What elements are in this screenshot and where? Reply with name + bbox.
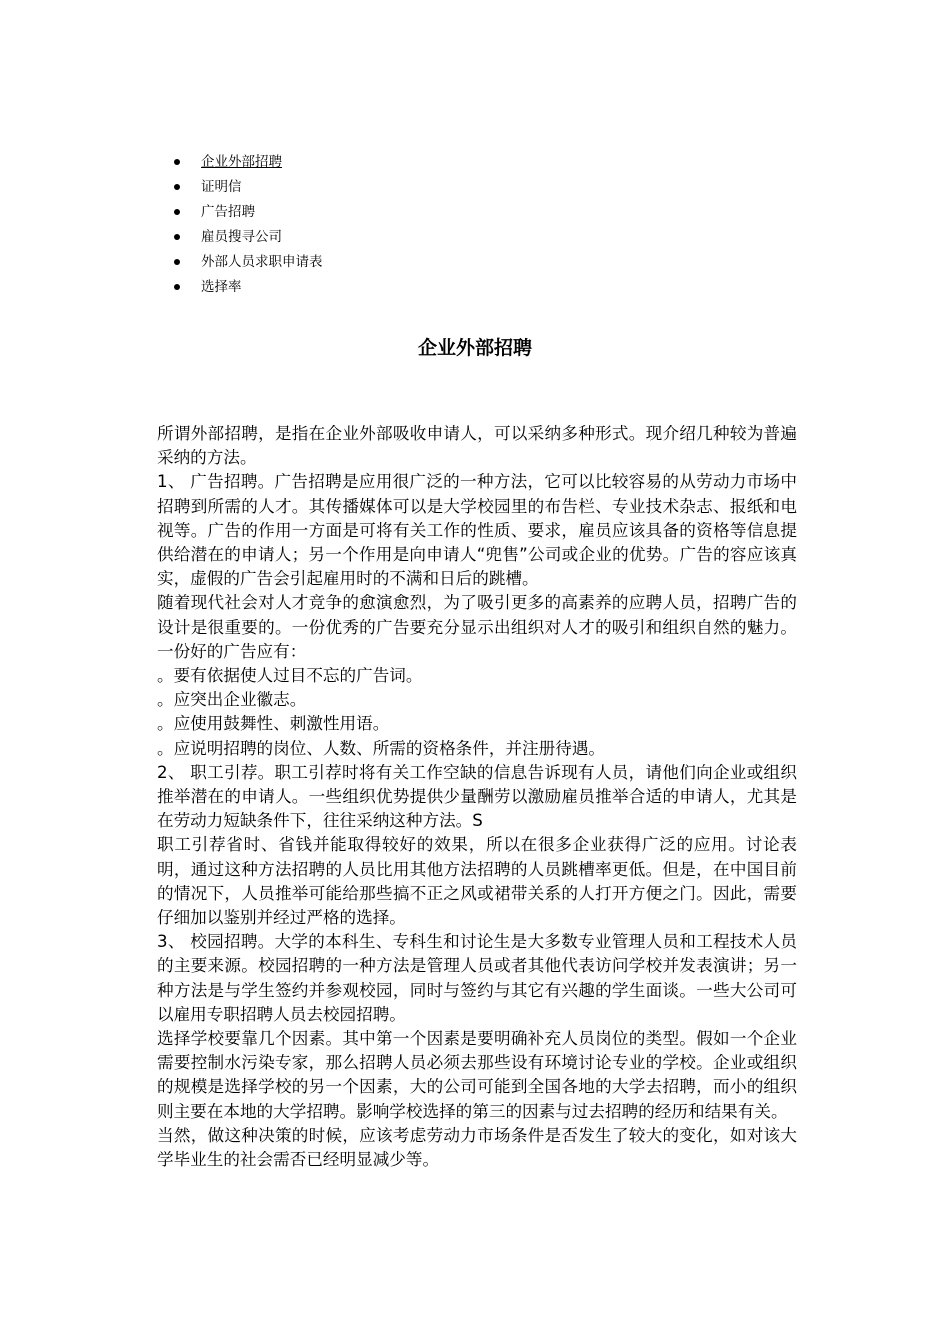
toc-item[interactable] <box>174 175 323 200</box>
paragraph-market-conditions: 当然，做这种决策的时候，应该考虑劳动力市场条件是否发生了较大的变化，如对该大学毕业生的社会需否已经明显减少等。 <box>157 1125 797 1170</box>
page-title: 企业外部招聘 <box>417 337 532 359</box>
toc-link-application-form[interactable]: 外部人员求职申请表 <box>201 254 323 270</box>
paragraph-ad-design: 随着现代社会对人才竞争的愈演愈烈，为了吸引更多的高素养的应聘人员，招聘广告的设计是很重要的。一份优秀的广告要充分显示出组织对人才的吸引和组织自然的魅力。一份好的广告应有： <box>157 593 797 661</box>
toc-link-certificate[interactable]: 证明信 <box>201 179 242 195</box>
toc-link-ad-recruitment[interactable]: 广告招聘 <box>201 204 255 220</box>
paragraph-ad-recruitment: 1、 广告招聘。广告招聘是应用很广泛的一种方法，它可以比较容易的从劳动力市场中招聘到所需的人才。其传播媒体可以是大学校园里的布告栏、专业技术杂志、报纸和电视等。广告的作用一方面是可将有关工作的性质、要求，雇员应该具备的资格等信息提供给潜在的申请人；另一个作用是向申请人“兜售”公司或企业的优势。广告的容应该真实，虚假的广告会引起雇用时的不满和日后的跳槽。 <box>157 472 797 589</box>
paragraph-ad-point-1: 。要有依据使人过目不忘的广告词。 <box>157 666 423 686</box>
toc-link-employee-search-company[interactable]: 雇员搜寻公司 <box>201 229 282 245</box>
paragraph-employee-referral: 2、 职工引荐。职工引荐时将有关工作空缺的信息告诉现有人员，请他们向企业或组织推举潜在的申请人。一些组织优势提供少量酬劳以激励雇员推举合适的申请人，尤其是在劳动力短缺条件下，往往采纳这种方法。S <box>157 762 797 831</box>
paragraph-school-selection: 选择学校要靠几个因素。其中第一个因素是要明确补充人员岗位的类型。假如一个企业需要控制水污染专家，那么招聘人员必须去那些设有环境讨论专业的学校。企业或组织的规模是选择学校的另一个因素，大的公司可能到全国各地的大学去招聘，而小的组织则主要在本地的大学招聘。影响学校选择的第三的因素与过去招聘的经历和结果有关。 <box>157 1029 797 1121</box>
paragraph-ad-point-4: 。应说明招聘的岗位、人数、所需的资格条件，并注册待遇。 <box>157 738 606 758</box>
paragraph-intro: 所谓外部招聘，是指在企业外部吸收申请人，可以采纳多种形式。现介绍几种较为普遍采纳的方法。 <box>157 424 797 468</box>
document-body <box>157 422 797 1172</box>
toc-item[interactable] <box>174 275 323 300</box>
paragraph-ad-point-3: 。应使用鼓舞性、刺激性用语。 <box>157 714 390 734</box>
toc-link-external-recruitment[interactable]: 企业外部招聘 <box>201 154 282 170</box>
toc-item[interactable] <box>174 150 323 175</box>
toc-link-selection-rate[interactable]: 选择率 <box>201 279 242 295</box>
paragraph-ad-point-2: 。应突出企业徽志。 <box>157 690 307 710</box>
paragraph-referral-benefits: 职工引荐省时、省钱并能取得较好的效果，所以在很多企业获得广泛的应用。讨论表明，通过这种方法招聘的人员比用其他方法招聘的人员跳槽率更低。但是，在中国目前的情况下，人员推举可能给那些搞不正之风或裙带关系的人打开方便之门。因此，需要仔细加以鉴别并经过严格的选择。 <box>157 835 797 928</box>
toc-item[interactable] <box>174 225 323 250</box>
table-of-contents <box>174 150 323 300</box>
paragraph-campus-recruitment: 3、 校园招聘。大学的本科生、专科生和讨论生是大多数专业管理人员和工程技术人员的主要来源。校园招聘的一种方法是管理人员或者其他代表访问学校并发表演讲；另一种方法是与学生签约并参观校园，同时与签约与其它有兴趣的学生面谈。一些大公司可以雇用专职招聘人员去校园招聘。 <box>157 932 797 1024</box>
toc-item[interactable] <box>174 250 323 275</box>
toc-item[interactable] <box>174 200 323 225</box>
